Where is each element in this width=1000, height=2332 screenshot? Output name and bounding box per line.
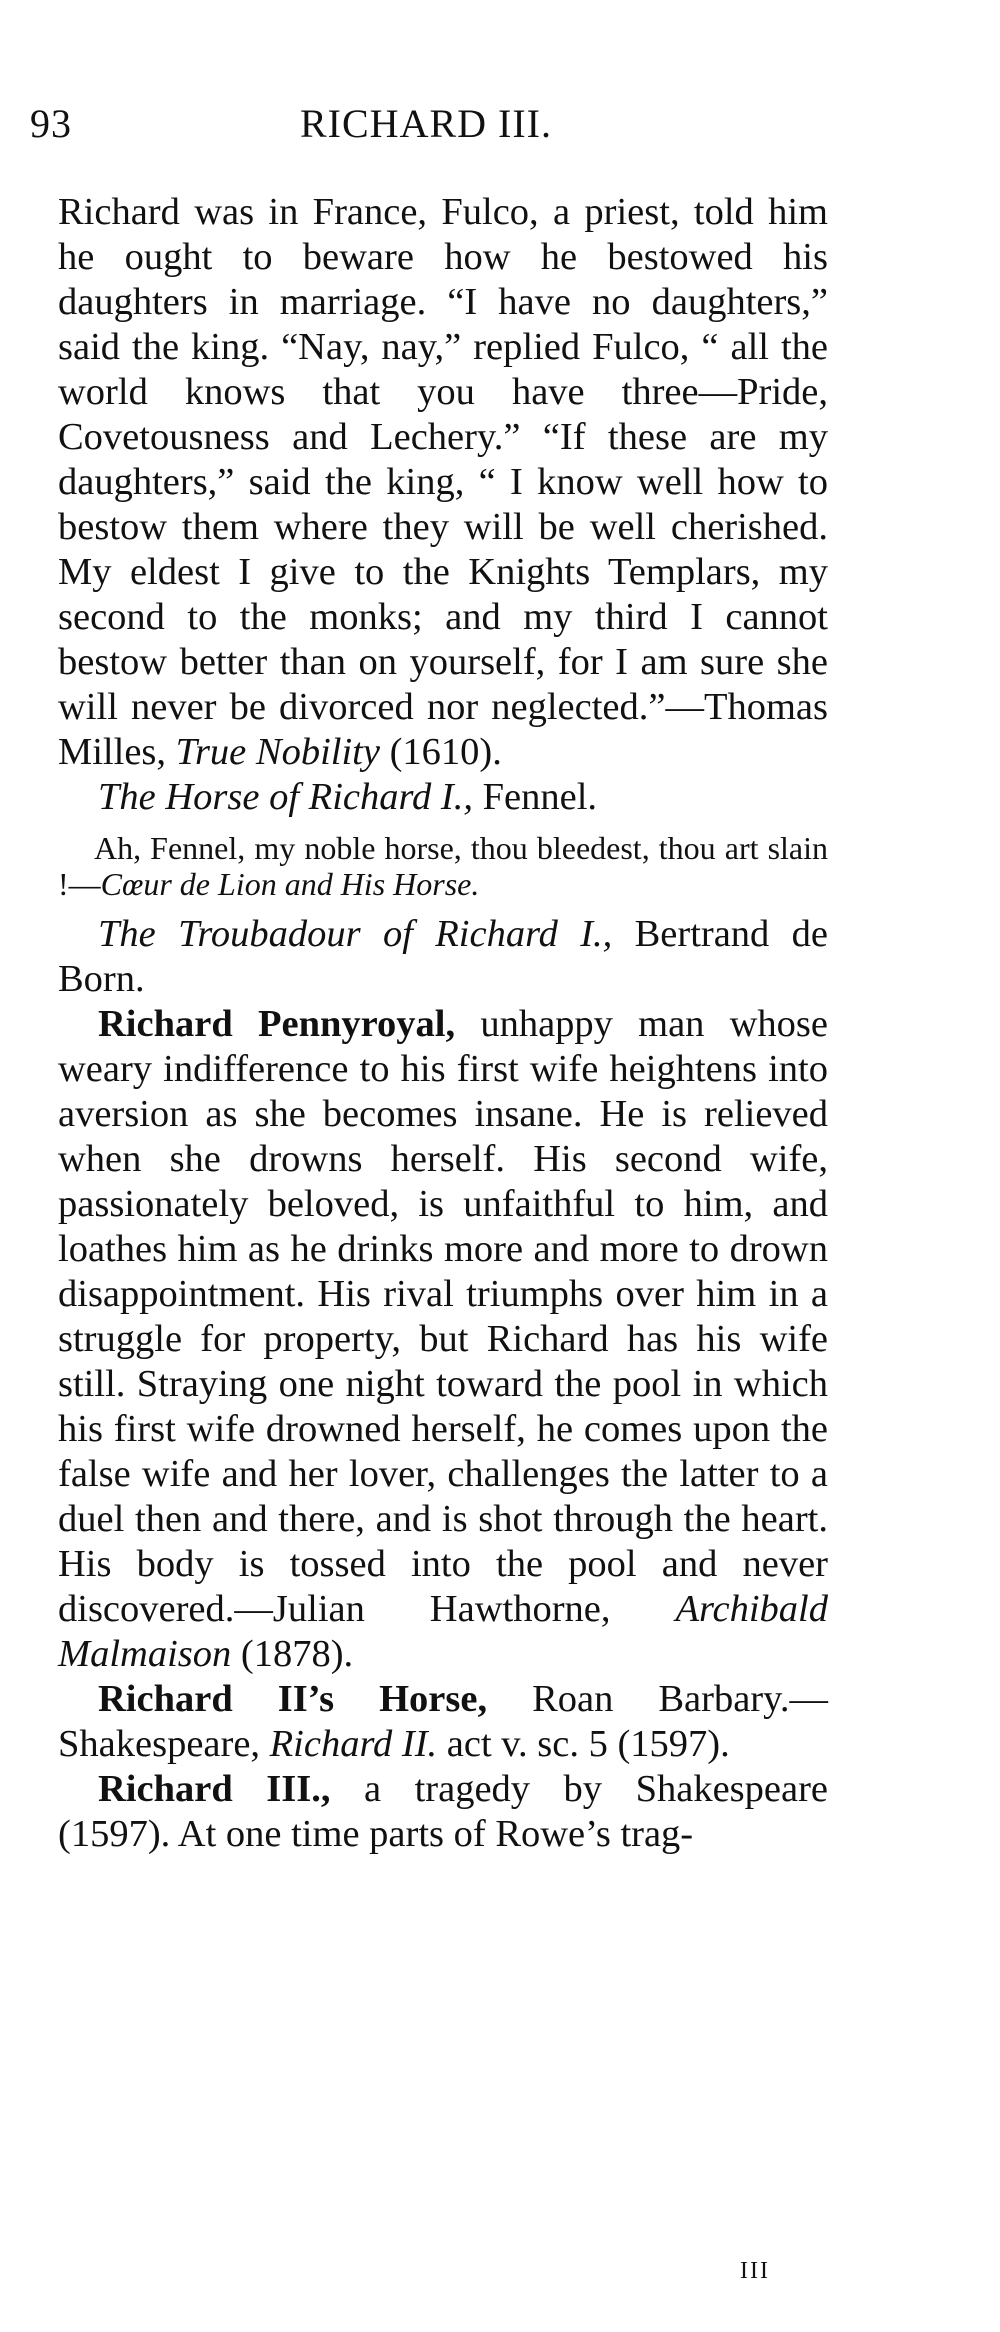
running-head [30,100,830,160]
entry-headword: Richard Pennyroyal, [98,1003,456,1045]
running-title: RICHARD III. [300,101,552,146]
continued-entry [58,190,828,775]
entry-text: unhappy man whose weary indifference to his first wife heightens into aversion as she becomes insane. He is relieved when she drowns herself. His second wife, passionately beloved, is unfaithful to him, and loathes him as he drinks more and more to drown disappointment. His rival triumphs over him in a struggle for property, but Richard has his wife still. Straying one night toward the pool in which his first wife drowned herself, he comes upon the false wife and her lover, challenges the latter to a duel then and there, and is shot through the heart. His body is tossed into the pool and never discovered.—Julian Hawthorne, [58,1003,828,1630]
quote-source: Cœur de Lion and His Horse. [100,866,480,902]
entry-work-title: Richard II. [269,1723,438,1765]
block-quote [58,830,828,902]
entry-headword: Richard II’s Horse, [98,1678,488,1720]
troubadour-subentry [58,912,828,1002]
entry-text: a tragedy by Shakespeare (1597). At one time parts of Rowe’s trag- [58,1768,828,1855]
source-year: (1610). [379,731,502,773]
quote-text: Ah, Fennel, my noble horse, thou bleedest, thou art slain !— [58,830,828,902]
entry-richard-iii [58,1767,828,1857]
continued-entry-text: Richard was in France, Fulco, a priest, told him he ought to beware how he bestowed his daughters in marriage. “I have no daughters,” said the king. “Nay, nay,” replied Fulco, “ all the world knows that you have three—Pride, Covetousness and Lechery.” “If these are my daughters,” said the king, “ I know well how to bestow them where they will be well cherished. My eldest I give to the Knights Templars, my second to the monks; and my third I cannot bestow better than on yourself, for I am sure she will never be divorced nor neglected.”—Thomas Milles, [58,191,828,773]
entry-work-title: Archibald Malmaison [58,1588,828,1675]
entry-text: Roan Barbary.—Shakespeare, [58,1678,828,1765]
entry-richard-ii-horse [58,1677,828,1767]
horse-subentry-label: The Horse of Richard I., [98,776,473,818]
horse-subentry-value: Fennel. [472,776,598,818]
entry-richard-pennyroyal [58,1002,828,1677]
troubadour-subentry-value: Bertrand de Born. [58,913,828,1000]
page-number: 93 [30,101,72,146]
horse-subentry [58,775,828,820]
entry-headword: Richard III., [98,1768,331,1810]
troubadour-subentry-label: The Troubadour of Richard I., [98,913,613,955]
page-body [58,190,828,1857]
signature-mark: III [740,2258,770,2284]
source-title: True Nobility [175,731,380,773]
entry-tail: (1878). [231,1633,354,1675]
entry-tail: act v. sc. 5 (1597). [437,1723,730,1765]
